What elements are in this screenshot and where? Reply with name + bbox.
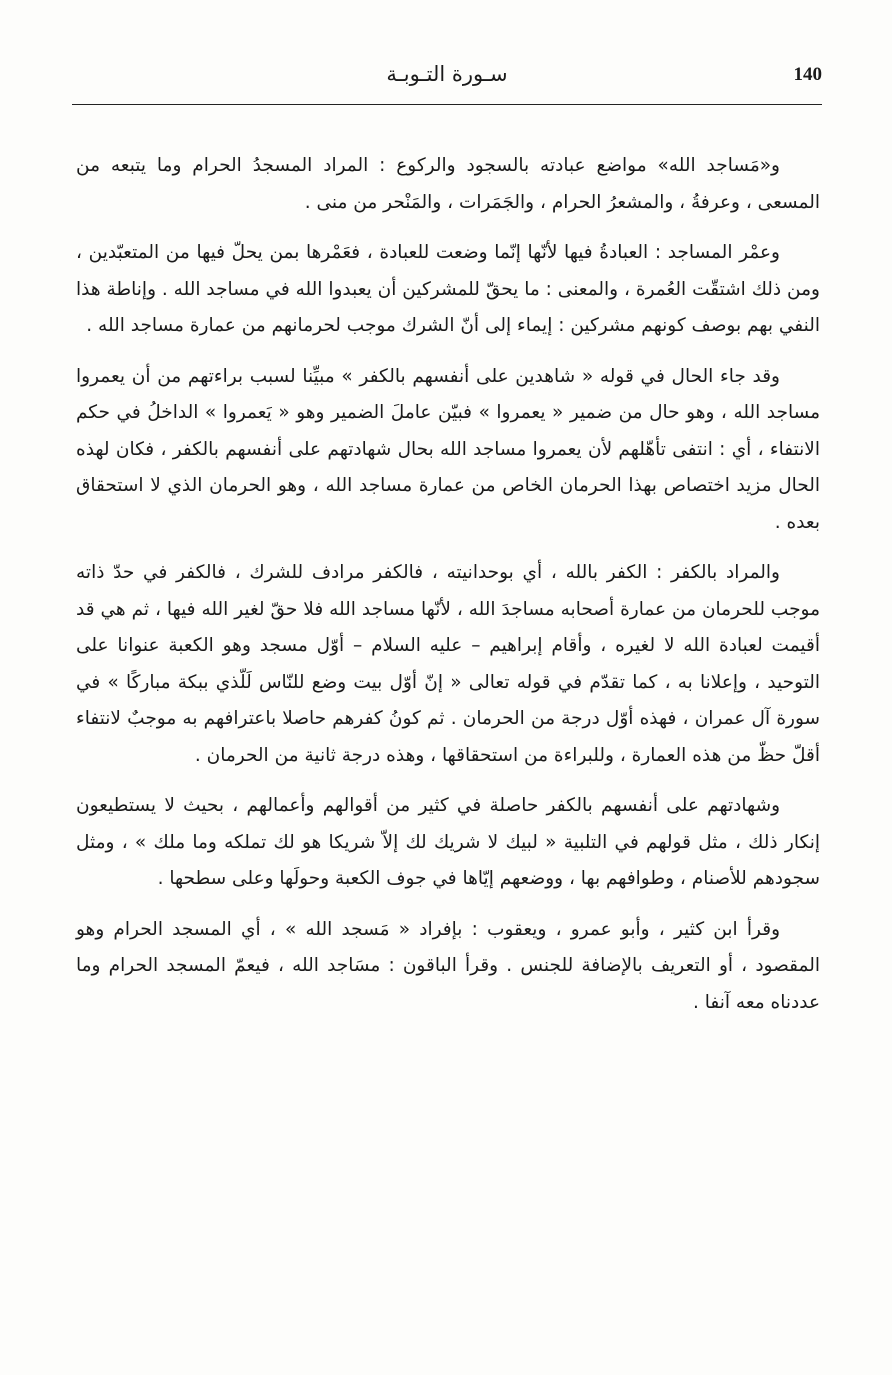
body-text bbox=[76, 148, 820, 1035]
page-number: 140 bbox=[793, 64, 822, 85]
paragraph-2: وعمْر المساجد : العبادةُ فيها لأنّها إنّما وضعت للعبادة ، فعَمْرها بمن يحلّ فيها من المتعبّدين ، ومن ذلك اشتقّت العُمرة ، والمعنى : ما يحقّ للمشركين أن يعبدوا الله في مساجد الله . وإناطة هذا النفي بهم بوصف كونهم مشركين : إيماء إلى أنّ الشرك موجب لحرمانهم من عمارة مساجد الله . bbox=[76, 242, 820, 336]
paragraph-4: والمراد بالكفر : الكفر بالله ، أي بوحدانيته ، فالكفر مرادف للشرك ، فالكفر في حدّ ذاته موجب للحرمان من عمارة أصحابه مساجدَ الله ، لأنّها مساجد الله فلا حقّ لغير الله فيها ، ثم هي قد أقيمت لعبادة الله لا لغيره ، وأقام إبراهيم – عليه السلام – أوّل مسجد وهو الكعبة عنوانا على التوحيد ، وإعلانا به ، كما تقدّم في قوله تعالى « إنّ أوّل بيت وضع للنّاس لَلّذي ببكة مباركًا » في سورة آل عمران ، فهذه أوّل درجة من الحرمان . ثم كونُ كفرهم حاصلا باعترافهم به موجبٌ لانتفاء أقلّ حظّ من هذه العمارة ، وللبراءة من استحقاقها ، وهذه درجة ثانية من الحرمان . bbox=[76, 562, 820, 766]
paragraph-1: و«مَساجد الله» مواضع عبادته بالسجود والركوع : المراد المسجدُ الحرام وما يتبعه من المسعى ، وعرفةُ ، والمشعرُ الحرام ، والجَمَرات ، والمَنْحر من منى . bbox=[76, 155, 820, 213]
paragraph-3: وقد جاء الحال في قوله « شاهدين على أنفسهم بالكفر » مبيِّنا لسبب براءتهم من أن يعمروا مساجد الله ، وهو حال من ضمير « يعمروا » فبيّن عاملَ الضمير وهو « يَعمروا » الداخلُ في حكم الانتفاء ، أي : انتفى تأهّلهم لأن يعمروا مساجد الله بحال شهادتهم على أنفسهم بالكفر ، فكان لهذه الحال مزيد اختصاص بهذا الحرمان الخاص من عمارة مساجد الله ، وهو الحرمان الذي لا استحقاق بعده . bbox=[76, 365, 820, 533]
paragraph-6: وقرأ ابن كثير ، وأبو عمرو ، ويعقوب : بإفراد « مَسجد الله » ، أي المسجد الحرام وهو المقصود ، أو التعريف بالإضافة للجنس . وقرأ الباقون : مسَاجد الله ، فيعمّ المسجد الحرام وما عددناه معه آنفا . bbox=[76, 918, 820, 1013]
running-title: سـورة التـوبـة bbox=[386, 62, 508, 86]
paragraph-5: وشهادتهم على أنفسهم بالكفر حاصلة في كثير من أقوالهم وأعمالهم ، بحيث لا يستطيعون إنكار ذلك ، مثل قولهم في التلبية « لبيك لا شريك لك إلاّ شريكا هو لك تملكه وما ملك » ، ومثل سجودهم للأصنام ، وطوافهم بها ، ووضعهم إيّاها في جوف الكعبة وحولَها وعلى سطحها . bbox=[76, 795, 820, 889]
header-rule bbox=[72, 104, 822, 105]
page-header bbox=[72, 62, 822, 98]
